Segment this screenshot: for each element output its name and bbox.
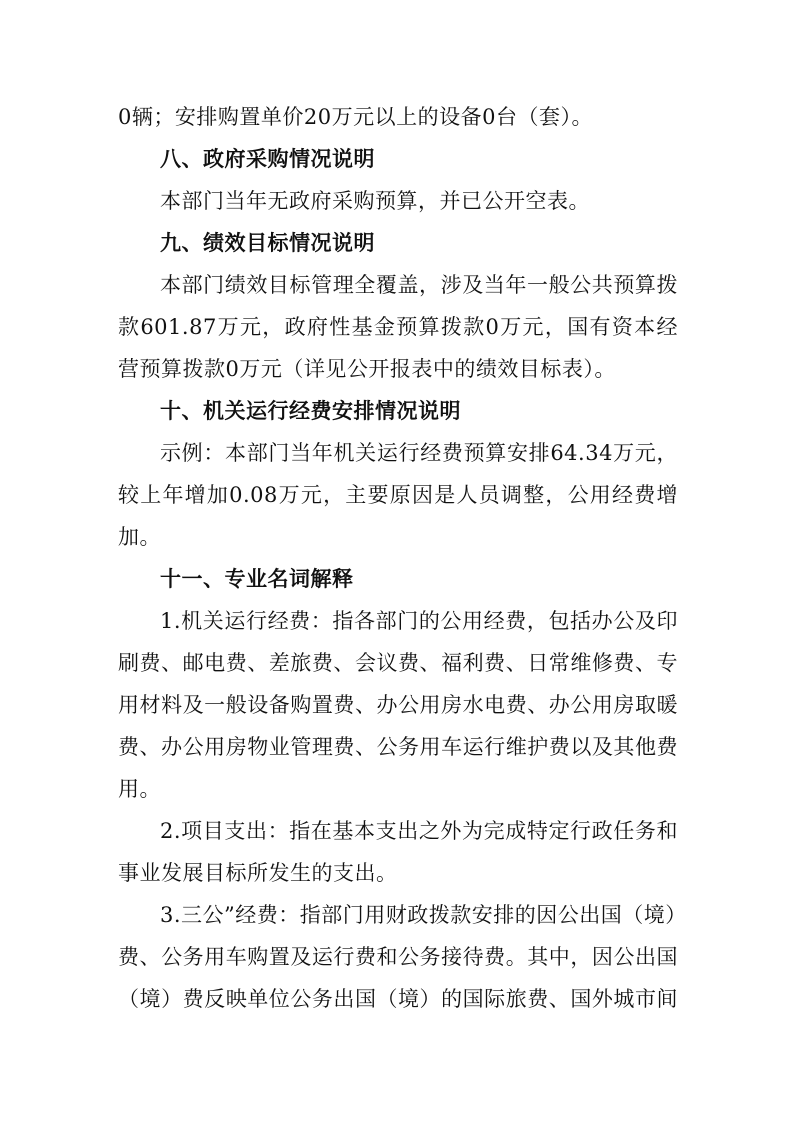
section-heading-8: 八、政府采购情况说明 — [160, 146, 375, 171]
text-line: 款601.87万元，政府性基金预算拨款0万元，国有资本经 — [118, 315, 678, 339]
text-line: （境）费反映单位公务出国（境）的国际旅费、国外城市间 — [118, 987, 678, 1011]
text-line: 2.项目支出：指在基本支出之外为完成特定行政任务和 — [160, 819, 678, 843]
text-line: 0辆；安排购置单价20万元以上的设备0台（套）。 — [118, 105, 593, 129]
text-line: 用材料及一般设备购置费、办公用房水电费、办公用房取暖 — [118, 693, 678, 717]
text-line: 事业发展目标所发生的支出。 — [118, 861, 398, 885]
text-line: 较上年增加0.08万元，主要原因是人员调整，公用经费增 — [118, 483, 678, 507]
text-line: 营预算拨款0万元（详见公开报表中的绩效目标表）。 — [118, 357, 616, 381]
text-line: 刷费、邮电费、差旅费、会议费、福利费、日常维修费、专 — [118, 651, 678, 675]
text-line: 1.机关运行经费：指各部门的公用经费，包括办公及印 — [160, 609, 678, 633]
text-line: 费、公务用车购置及运行费和公务接待费。其中，因公出国 — [118, 945, 678, 969]
text-line: 本部门绩效目标管理全覆盖，涉及当年一般公共预算拨 — [160, 273, 678, 297]
section-heading-9: 九、绩效目标情况说明 — [160, 230, 375, 255]
text-line: 用。 — [118, 777, 161, 801]
text-line: 费、办公用房物业管理费、公务用车运行维护费以及其他费 — [118, 735, 678, 759]
text-line: 示例：本部门当年机关运行经费预算安排64.34万元， — [160, 441, 678, 465]
text-line: 3.三公”经费：指部门用财政拨款安排的因公出国（境） — [160, 903, 687, 927]
text-line: 加。 — [118, 525, 161, 549]
section-heading-11: 十一、专业名词解释 — [160, 566, 354, 591]
text-line: 本部门当年无政府采购预算，并已公开空表。 — [160, 189, 590, 213]
section-heading-10: 十、机关运行经费安排情况说明 — [160, 398, 461, 423]
